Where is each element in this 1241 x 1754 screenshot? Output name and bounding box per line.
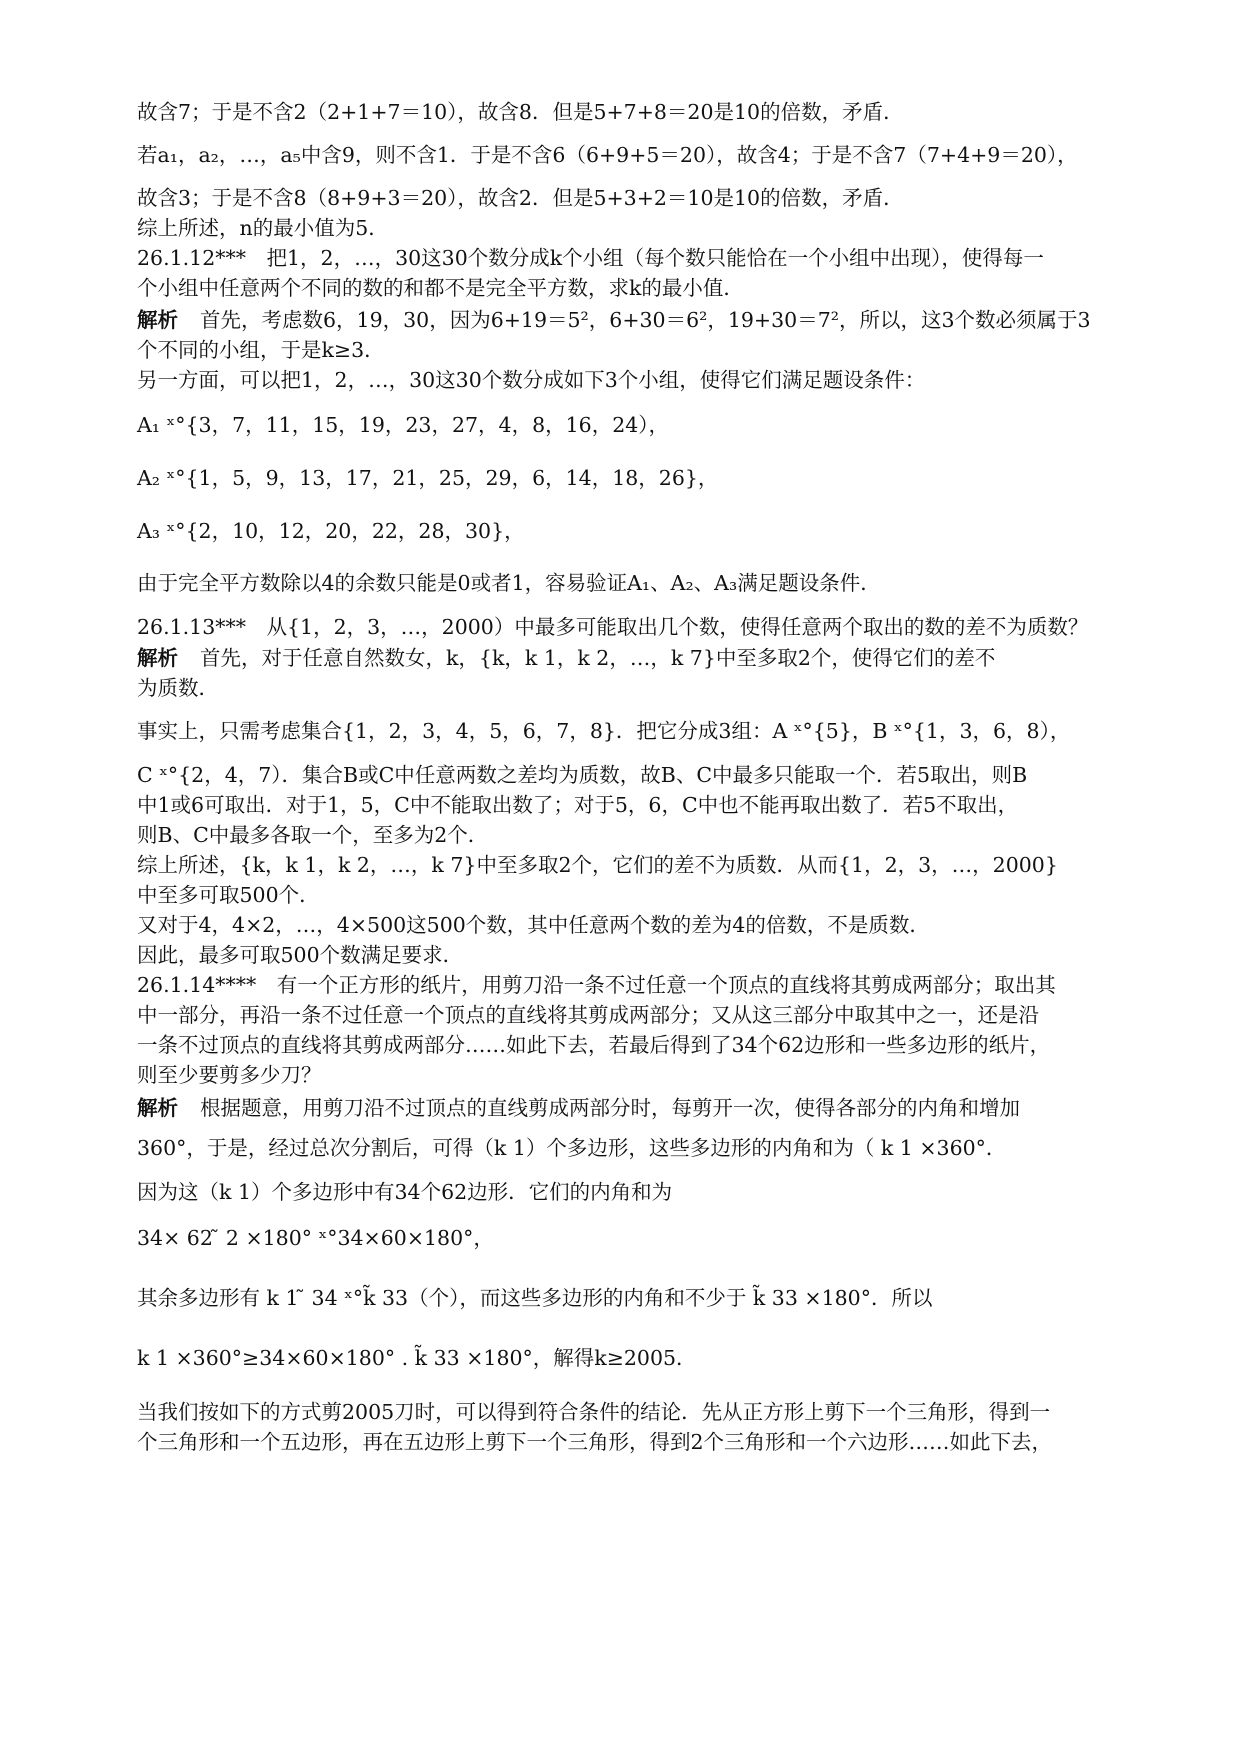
text-line: 综上所述，n的最小值为5．: [137, 216, 389, 240]
text-line: 由于完全平方数除以4的余数只能是0或者1，容易验证A₁、A₂、A₃满足题设条件．: [137, 571, 881, 595]
text-line: 当我们按如下的方式剪2005刀时，可以得到符合条件的结论．先从正方形上剪下一个三角形，得到一: [137, 1400, 1051, 1424]
text-line: 中至多可取500个．: [137, 883, 320, 907]
text-line: 事实上，只需考虑集合{1，2，3，4，5，6，7，8}．把它分成3组：A ˣ°{5}，B ˣ°{1，3，6，8），: [137, 719, 1071, 743]
text-line: 则至少要剪多少刀？: [137, 1063, 322, 1087]
text-line: 则B、C中最多各取一个，至多为2个．: [137, 823, 489, 847]
problem-26-1-13: 26.1.13*** 从{1，2，3，…，2000）中最多可能取出几个数，使得任意两个取出的数的差不为质数？: [137, 615, 1089, 639]
set-a1: A₁ ˣ°{3，7，11，15，19，23，27，4，8，16，24），: [137, 413, 670, 437]
text-span: 根据题意，用剪刀沿不过顶点的直线剪成两部分时，每剪开一次，使得各部分的内角和增加: [200, 1096, 1020, 1120]
equation-line: k 1 ×360°≥34×60×180° . k̃ 33 ×180°，解得k≥2005．: [137, 1346, 697, 1370]
text-line: 中一部分，再沿一条不过任意一个顶点的直线将其剪成两部分；又从这三部分中取其中之一，还是沿: [137, 1003, 1039, 1027]
solution-label: 解析: [137, 646, 178, 670]
solution-line: [137, 643, 1112, 673]
text-line: 另一方面，可以把1，2，…，30这30个数分成如下3个小组，使得它们满足题设条件：: [137, 368, 926, 392]
text-line: 又对于4，4×2，…，4×500这500个数，其中任意两个数的差为4的倍数，不是质数．: [137, 913, 930, 937]
text-line: 故含3；于是不含8（8+9+3＝20），故含2．但是5+3+2＝10是10的倍数，矛盾．: [137, 186, 904, 210]
equation-line: 34× 62 ̃ 2 ×180° ˣ°34×60×180°，: [137, 1226, 494, 1250]
text-line: 中1或6可取出．对于1，5，C中不能取出数了；对于5，6，C中也不能再取出数了．若5不取出，: [137, 793, 1019, 817]
set-a3: A₃ ˣ°{2，10，12，20，22，28，30}，: [137, 519, 525, 543]
text-line: 一条不过顶点的直线将其剪成两部分……如此下去，若最后得到了34个62边形和一些多边形的纸片，: [137, 1033, 1051, 1057]
text-line: 综上所述，{k，k 1，k 2，…，k 7}中至多取2个，它们的差不为质数．从而{1，2，3，…，2000}: [137, 853, 1058, 877]
solution-label: 解析: [137, 1096, 178, 1120]
solution-line: [137, 305, 1112, 335]
set-a2: A₂ ˣ°{1，5，9，13，17，21，25，29，6，14，18，26}，: [137, 466, 719, 490]
text-line: 因此，最多可取500个数满足要求．: [137, 943, 464, 967]
text-line: 个不同的小组，于是k≥3．: [137, 338, 385, 362]
text-span: 首先，考虑数6，19，30，因为6+19＝5²，6+30＝6²，19+30＝7²，所以，这3个数必须属于3: [200, 308, 1091, 332]
text-line: 若a₁，a₂，…，a₅中含9，则不含1．于是不含6（6+9+5＝20），故含4；于是不含7（7+4+9＝20），: [137, 143, 1078, 167]
text-line: 个三角形和一个五边形，再在五边形上剪下一个三角形，得到2个三角形和一个六边形……如此下去，: [137, 1430, 1053, 1454]
text-line: 个小组中任意两个不同的数的和都不是完全平方数，求k的最小值．: [137, 276, 744, 300]
problem-26-1-14: 26.1.14**** 有一个正方形的纸片，用剪刀沿一条不过任意一个顶点的直线将其剪成两部分；取出其: [137, 973, 1056, 997]
problem-26-1-12: 26.1.12*** 把1，2，…，30这30个数分成k个小组（每个数只能恰在一个小组中出现），使得每一: [137, 246, 1044, 270]
text-line: 因为这（k 1）个多边形中有34个62边形．它们的内角和为: [137, 1180, 673, 1204]
text-line: 故含7；于是不含2（2+1+7＝10），故含8．但是5+7+8＝20是10的倍数，矛盾．: [137, 100, 904, 124]
solution-line: [137, 1093, 1112, 1123]
text-line: 其余多边形有 k 1 ̃ 34 ˣ°k̃ 33（个），而这些多边形的内角和不少于 k̃ 33 ×180°．所以: [137, 1286, 933, 1310]
text-span: 首先，对于任意自然数女，k，{k，k 1，k 2，…，k 7}中至多取2个，使得它们的差不: [200, 646, 996, 670]
text-line: C ˣ°{2，4，7）．集合B或C中任意两数之差均为质数，故B、C中最多只能取一个．若5取出，则B: [137, 763, 1028, 787]
text-line: 360°，于是，经过总次分割后，可得（k 1）个多边形，这些多边形的内角和为（ k 1 ×360°．: [137, 1136, 1007, 1160]
text-line: 为质数．: [137, 676, 219, 700]
solution-label: 解析: [137, 308, 178, 332]
